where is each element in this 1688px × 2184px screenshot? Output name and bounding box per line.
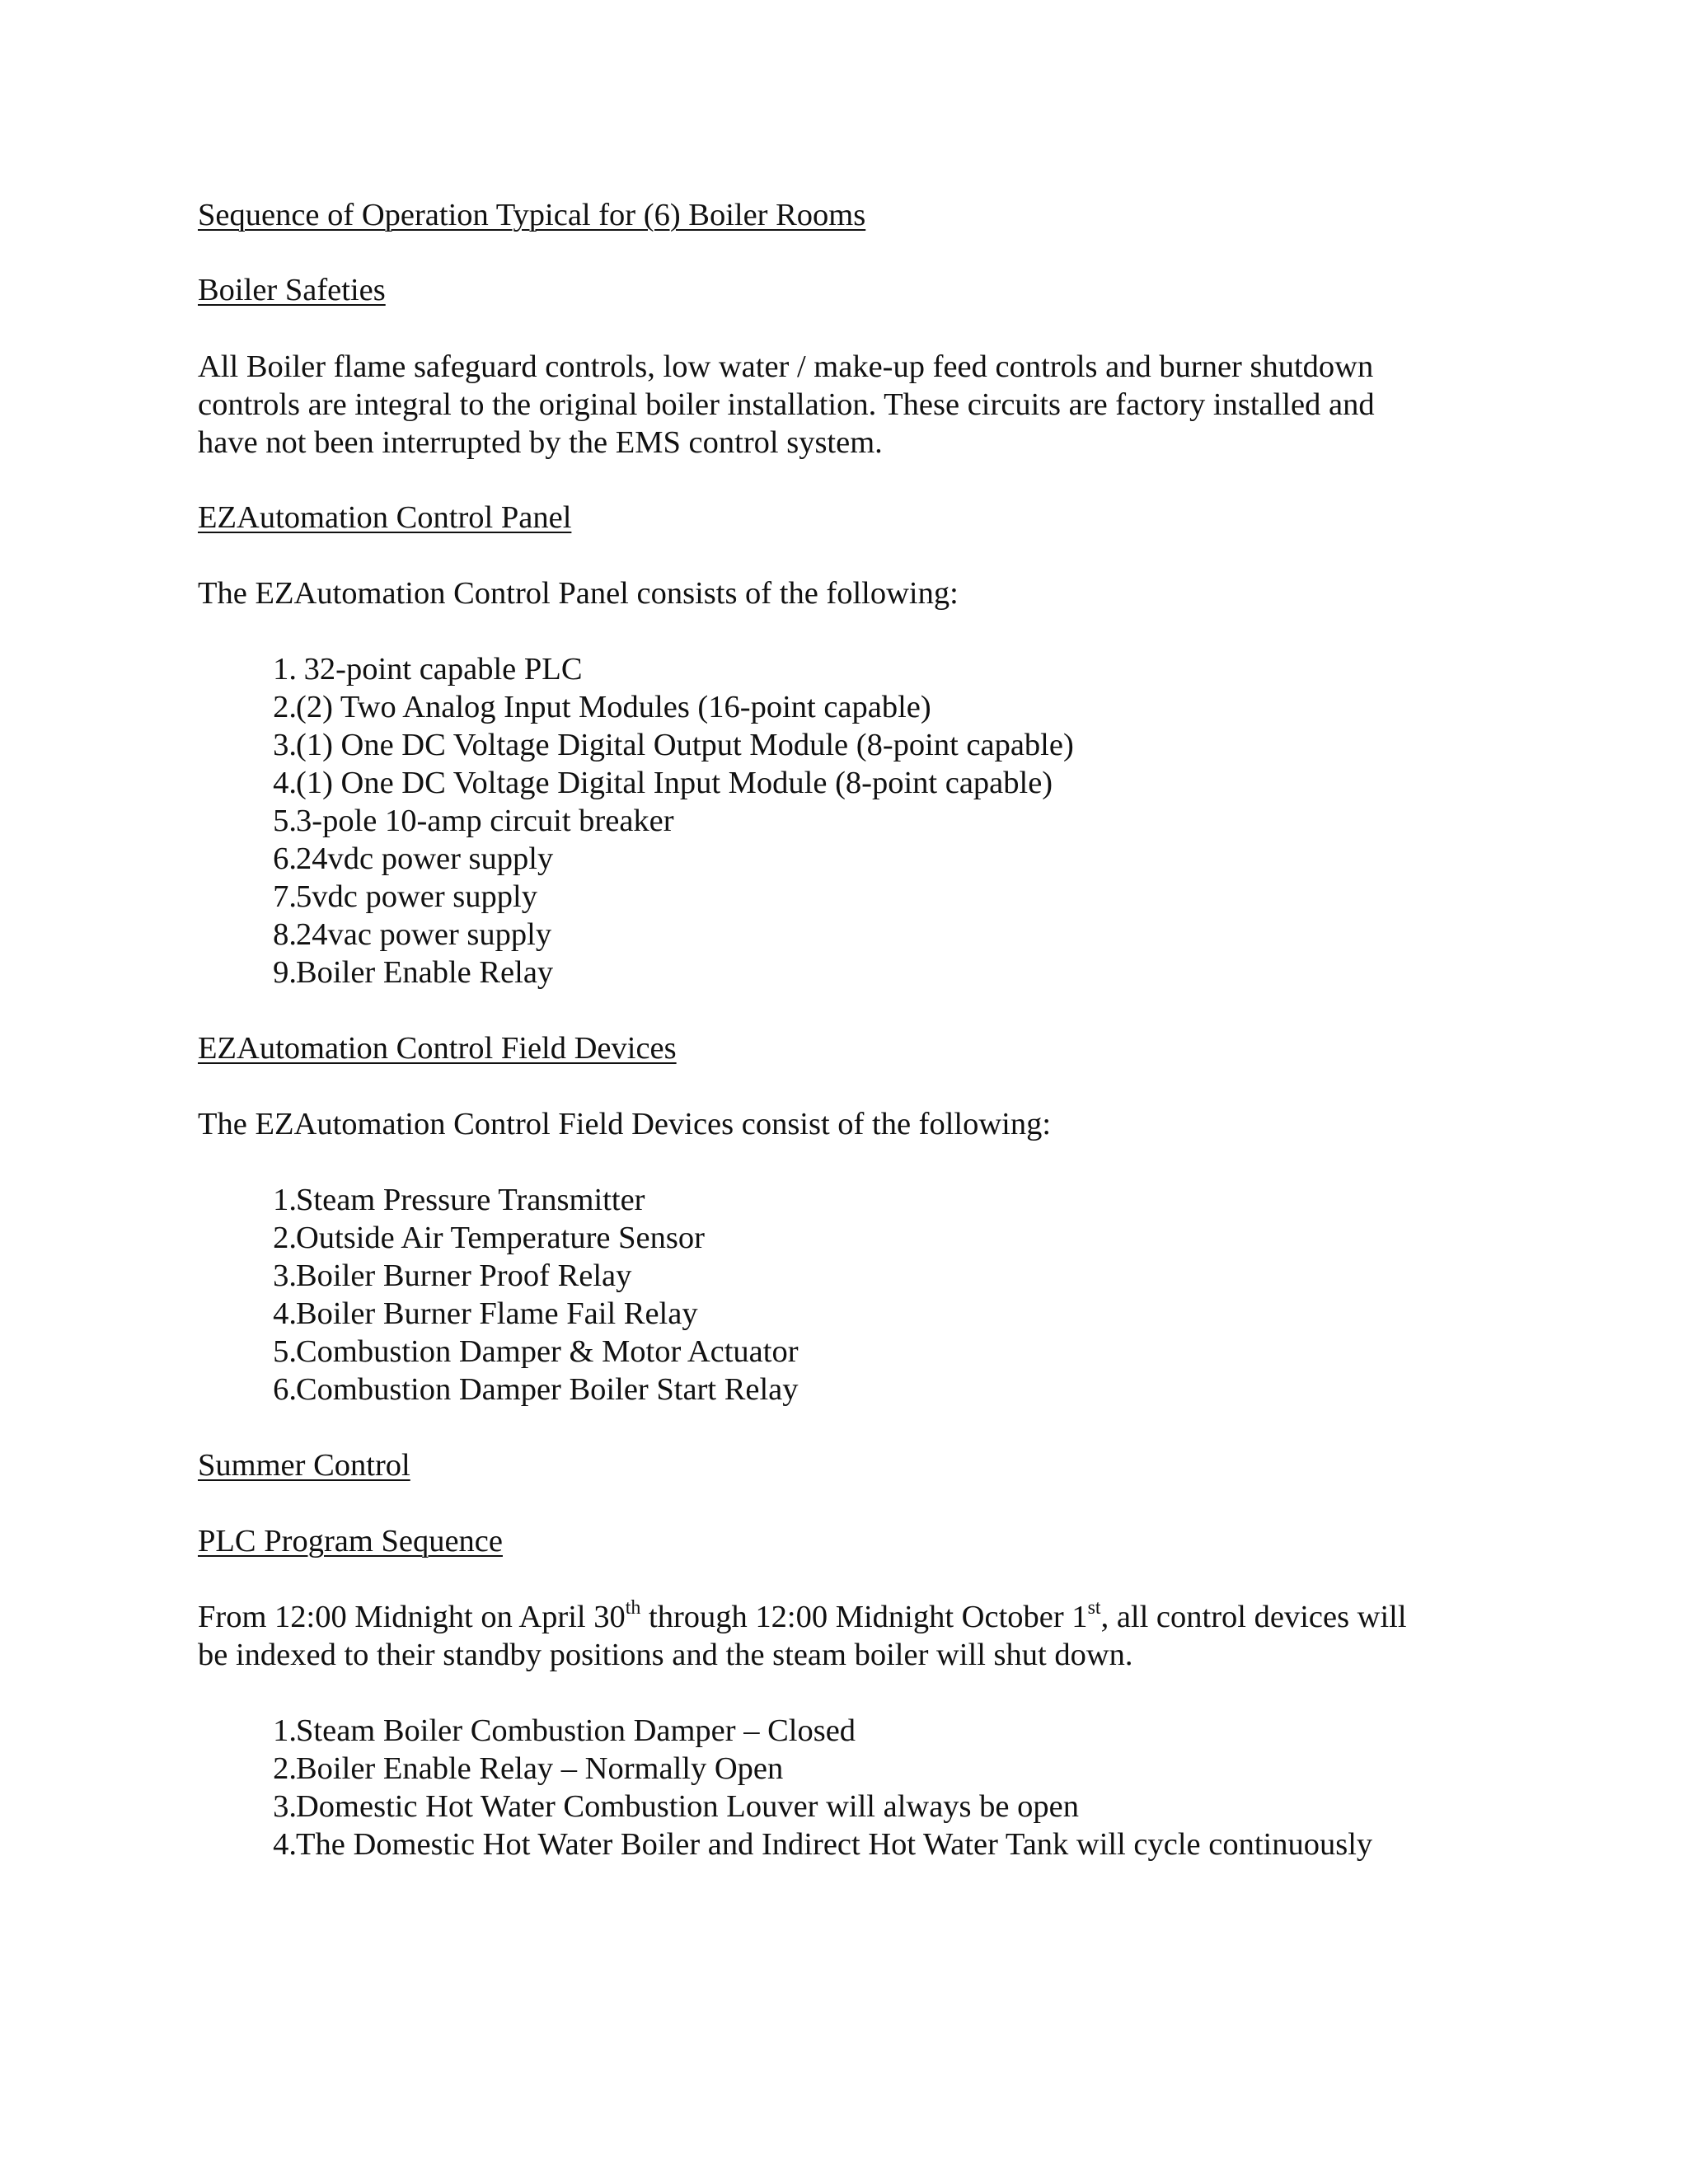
plc-paragraph-line-2: be indexed to their standby positions and the steam boiler will shut down. — [198, 1638, 1133, 1672]
heading-boiler-safeties: Boiler Safeties — [198, 273, 386, 307]
heading-plc-program: PLC Program Sequence — [198, 1524, 503, 1558]
document-page: Sequence of Operation Typical for (6) Boiler Rooms Boiler Safeties All Boiler flame safeguard controls, low water / make-up feed controls and burner shutdown controls are integral to the original boiler installation. These circuits are factory installed and have not been interrupted by the EMS control system. EZAutomation Control Panel The EZAutomation Control Panel consists of the following: 1. 32-point capable PLC 2. (2) Two Analog Input Modules (16-point capable) 3. (1) One DC Voltage Digital Output Module (8-point capable) 4. (1) One DC Voltage Digital Input Module (8-point capable) 5. 3-pole 10-amp circuit breaker 6. 24vdc power supply 7. 5vdc power supply 8. 24vac power supply 9. Boiler Enable Relay EZAutomation Control Field Devices The EZAutomation Control Field Devices consist of the following: 1. Steam Pressure Transmitter 2. Outside Air Temperature Sensor 3. Boiler Burner Proof Relay 4. Boiler Burner Flame Fail Relay 5. Combustion Damper & Motor Actuator 6. Combustion Damper Boiler Start Relay Summer Control PLC Program Sequence From 12:00 Midnight on April 30th through 12:00 Midnight October 1st, all control devices will be indexed to their standby positions and the steam boiler will shut down. 1. Steam Boiler Combustion Damper – Closed 2. Boiler Enable Relay – Normally Open 3. Domestic Hot Water Combustion Louver will always be open 4. The Domestic Hot Water Boiler and Indirect Hot Water Tank will cycle continuously — [198, 198, 1407, 1862]
field-devices-intro: The EZAutomation Control Field Devices consist of the following: — [198, 1107, 1052, 1141]
safeties-line-1: All Boiler flame safeguard controls, low water / make-up feed controls and burner shutdown — [198, 349, 1374, 384]
control-panel-intro: The EZAutomation Control Panel consists of the following: — [198, 576, 959, 611]
safeties-line-3: have not been interrupted by the EMS control system. — [198, 425, 883, 460]
heading-control-panel: EZAutomation Control Panel — [198, 500, 572, 535]
heading-summer-control: Summer Control — [198, 1448, 410, 1483]
heading-field-devices: EZAutomation Control Field Devices — [198, 1031, 677, 1066]
plc-paragraph-line-1: From 12:00 Midnight on April 30th through 12:00 Midnight October 1st, all control devices will — [198, 1597, 1407, 1634]
safeties-line-2: controls are integral to the original boiler installation. These circuits are factory installed and — [198, 387, 1375, 422]
document-title: Sequence of Operation Typical for (6) Boiler Rooms — [198, 198, 866, 232]
